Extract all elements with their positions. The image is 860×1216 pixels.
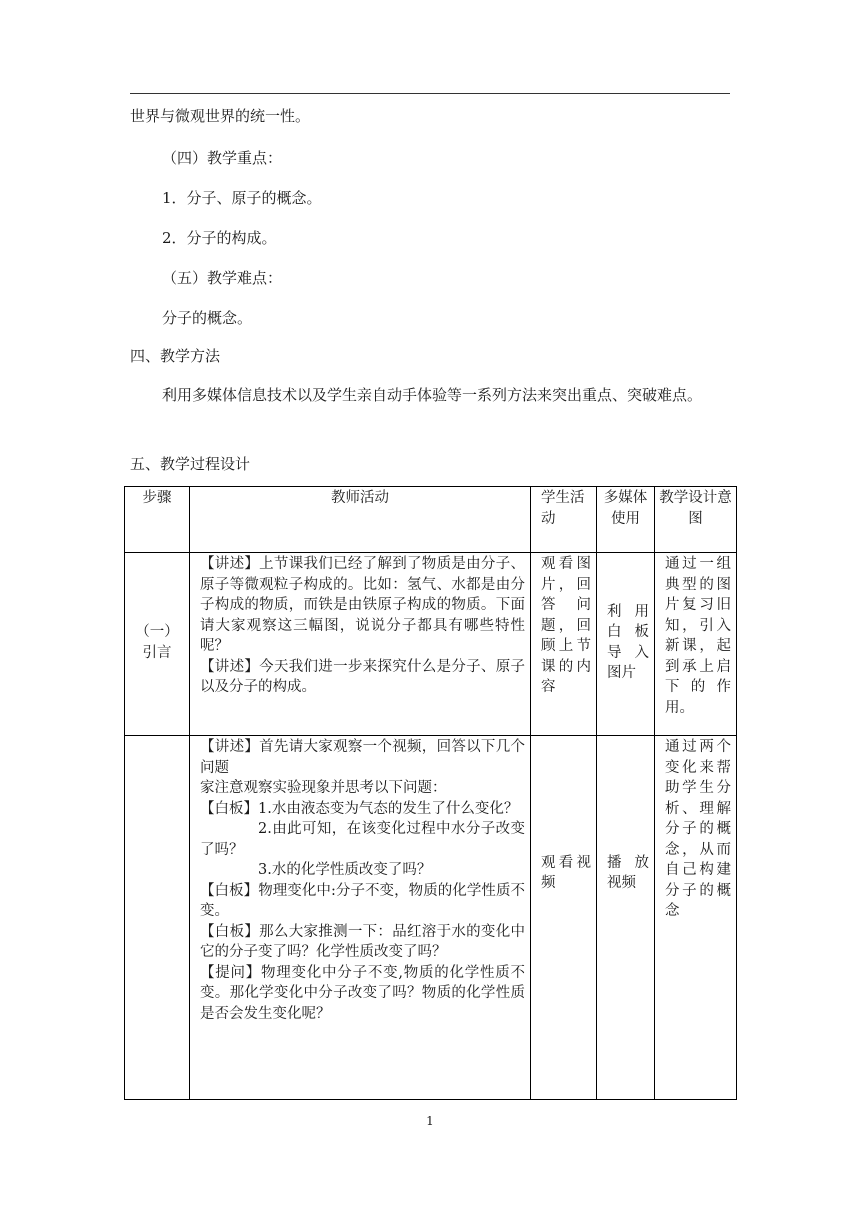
header-student-activity: 学生活动 — [531, 487, 597, 553]
header-design-intent: 教学设计意图 — [655, 487, 737, 553]
section-heading-process: 五、教学过程设计 — [130, 455, 251, 473]
difficulty-item: 分子的概念。 — [162, 309, 253, 327]
table-row — [125, 553, 737, 736]
teacher-line: 【白板】那么大家推测一下：品红溶于水的变化中它的分子变了吗？化学性质改变了吗？ — [200, 923, 525, 960]
focus-item-2: 2．分子的构成。 — [162, 229, 277, 247]
teacher-line: 家注意观察实验现象并思考以下问题： — [200, 780, 447, 796]
student-activity-cell: 观看图片，回答问题，回顾上节课的内容 — [531, 553, 597, 736]
step-cell: （一）引言 — [125, 553, 190, 736]
table-header-row — [125, 487, 737, 553]
header-step: 步骤 — [125, 487, 190, 553]
methods-paragraph: 利用多媒体信息技术以及学生亲自动手体验等一系列方法来突出重点、突破难点。 — [162, 386, 703, 404]
media-use-cell: 利用白板导入图片 — [597, 553, 655, 736]
page-number: 1 — [426, 1114, 434, 1128]
header-teacher-activity: 教师活动 — [190, 487, 531, 553]
section-heading-methods: 四、教学方法 — [130, 347, 221, 365]
teacher-activity-cell — [190, 553, 531, 736]
header-rule — [130, 93, 730, 94]
design-intent-cell: 通过一组典型的图片复习旧知，引入新课，起到承上启下的作用。 — [655, 553, 737, 736]
teacher-line: 【提问】物理变化中分子不变,物质的化学性质不变。那化学变化中分子改变了吗？物质的化学性质是否会发生变化呢？ — [200, 964, 525, 1022]
teacher-line: 【讲述】今天我们进一步来探究什么是分子、原子以及分子的构成。 — [200, 658, 525, 695]
teacher-line: 【白板】1.水由液态变为气态的发生了什么变化？ — [200, 800, 519, 817]
heading-teaching-focus: （四）教学重点： — [162, 149, 283, 167]
teacher-activity-cell — [190, 736, 531, 1100]
table-row — [125, 736, 737, 1100]
student-activity-cell: 观看视频 — [531, 736, 597, 1100]
focus-item-1: 1．分子、原子的概念。 — [162, 189, 322, 207]
paragraph-continuation: 世界与微观世界的统一性。 — [130, 107, 311, 125]
header-media-use: 多媒体使用 — [597, 487, 655, 553]
lesson-process-table — [124, 486, 737, 1100]
teacher-line: 2.由此可知，在该变化过程中水分子改变了吗？ — [200, 821, 525, 858]
teacher-line: 【白板】物理变化中:分子不变，物质的化学性质不变。 — [200, 882, 525, 919]
media-use-cell: 播放视频 — [597, 736, 655, 1100]
teacher-line: 【讲述】首先请大家观察一个视频，回答以下几个问题 — [200, 739, 525, 776]
teacher-line: 3.水的化学性质改变了吗？ — [258, 862, 432, 878]
step-cell — [125, 736, 190, 1100]
teacher-line: 【讲述】上节课我们已经了解到了物质是由分子、原子等微观粒子构成的。比如：氢气、水都是由分子构成的物质，而铁是由铁原子构成的物质。下面请大家观察这三幅图，说说分子都具有哪些特性呢？ — [200, 556, 525, 654]
design-intent-cell: 通过两个变化来帮助学生分析、理解分子的概念，从而自己构建分子的概念 — [655, 736, 737, 1100]
heading-teaching-difficulty: （五）教学难点： — [162, 269, 283, 287]
